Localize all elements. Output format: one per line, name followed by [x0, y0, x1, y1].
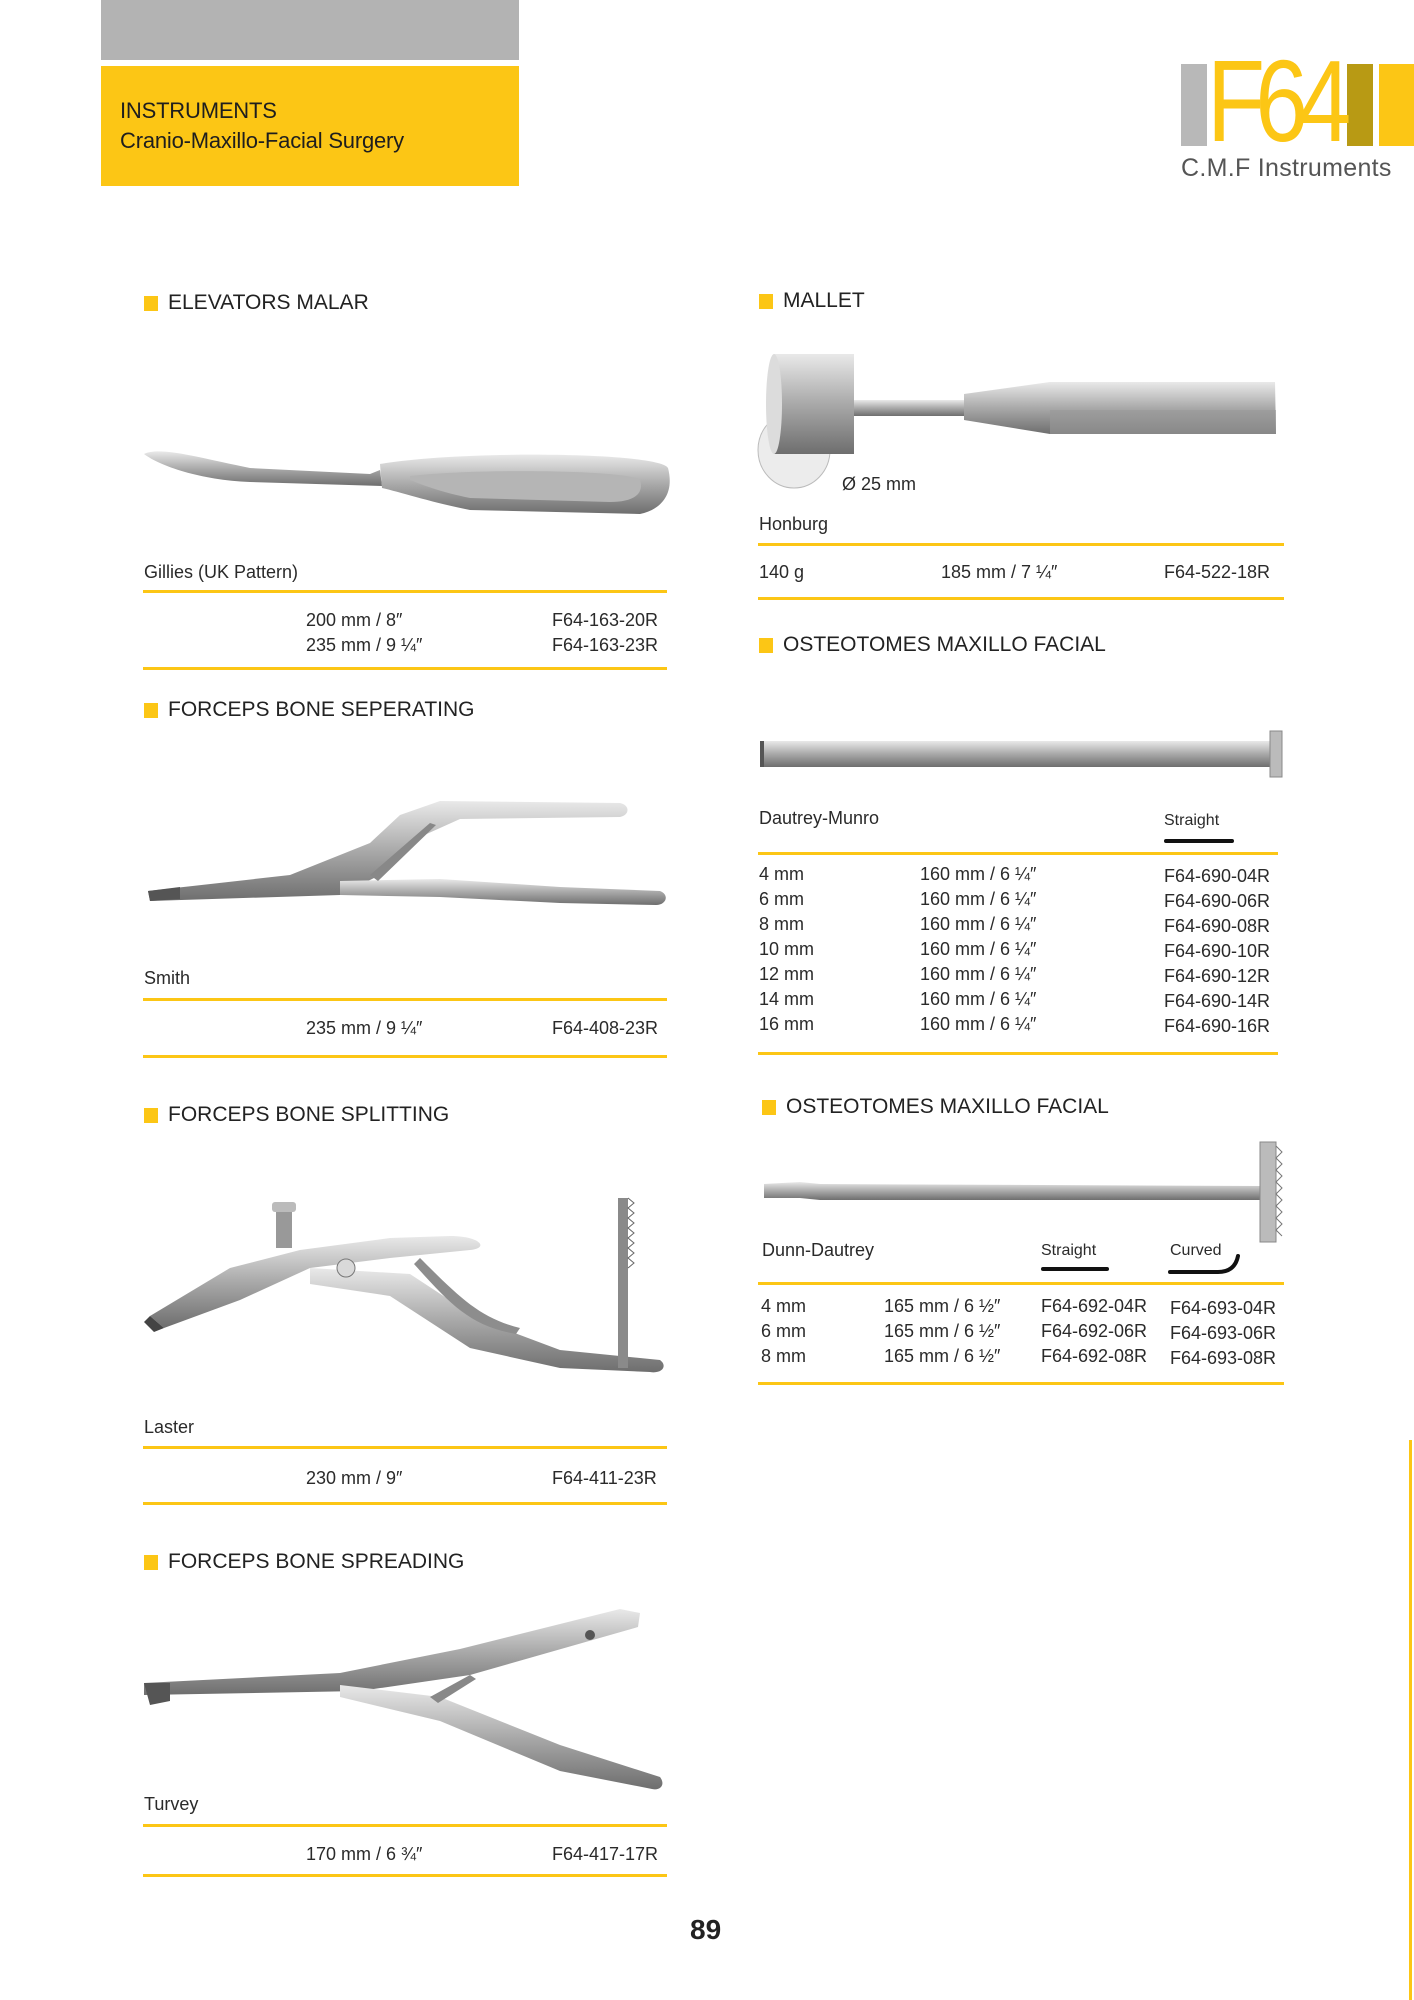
straight-indicator: [1041, 1267, 1109, 1271]
maker-dautrey-munro: Dautrey-Munro: [759, 808, 880, 828]
divider: [143, 667, 667, 670]
spreading-forceps-image: [140, 1605, 670, 1795]
section-marker: [759, 294, 773, 309]
straight-indicator: [1164, 839, 1234, 843]
section-marker: [144, 703, 158, 718]
maker-laster: Laster: [144, 1417, 195, 1437]
column-label-curved: Curved: [1170, 1242, 1222, 1259]
divider: [758, 1382, 1284, 1385]
header-category: INSTRUMENTS: [120, 98, 277, 123]
brand-logo-subtitle: C.M.F Instruments: [1181, 154, 1392, 182]
mallet-image: [760, 330, 1280, 500]
osteotome-table-2: 4 mm 165 mm / 6 ½″ F64-692-04R F64-693-04R 6 mm 165 mm / 6 ½″ F64-692-06R F64-693-06R 8 mm 165 mm / 6 ½″ F64-692-08R F64-693-08R: [761, 1296, 1277, 1368]
logo-gray-bar: [1181, 64, 1207, 146]
divider: [758, 597, 1284, 600]
divider: [758, 1052, 1278, 1055]
osteotome-table-1: 4 mm 160 mm / 6 ¼″ F64-690-04R 6 mm 160 mm / 6 ¼″ F64-690-06R 8 mm 160 mm / 6 ¼″ F64-690-08R 10 mm 160 mm / 6 ¼″ F64-690-10R 12 mm 160 mm / 6 ¼″ F64-690-12R 14 mm 160 mm / 6 ¼″ F64-690-14R 16 mm 160 mm / 6 ¼″ F64-690-16R: [759, 864, 1271, 1036]
separating-forceps-image: [140, 795, 670, 915]
table-row: 140 g 185 mm / 7 ¼″ F64-522-18R: [759, 562, 1271, 582]
header-gray-band: [101, 0, 519, 60]
divider: [143, 1824, 667, 1827]
section-title-mallet: MALLET: [759, 289, 865, 313]
table-row: 230 mm / 9″ F64-411-23R: [306, 1468, 657, 1488]
column-label-straight: Straight: [1041, 1242, 1097, 1259]
section-marker: [144, 1555, 158, 1570]
maker-dunn-dautrey: Dunn-Dautrey: [762, 1240, 875, 1260]
right-edge-rule: [1409, 1440, 1412, 2000]
page-number: 89: [690, 1914, 722, 1945]
divider: [143, 998, 667, 1001]
section-title-elevators: ELEVATORS MALAR: [144, 291, 369, 315]
divider: [143, 590, 667, 593]
curved-indicator: [1168, 1252, 1242, 1276]
maker-gillies: Gillies (UK Pattern): [144, 562, 299, 582]
table-row: 235 mm / 9 ¼″ F64-408-23R: [306, 1018, 659, 1038]
section-marker: [759, 638, 773, 653]
logo-olive-bar: [1347, 64, 1373, 146]
divider: [758, 1282, 1284, 1285]
maker-turvey: Turvey: [144, 1794, 199, 1814]
section-title-separating: FORCEPS BONE SEPERATING: [144, 698, 475, 722]
section-title-splitting: FORCEPS BONE SPLITTING: [144, 1103, 449, 1127]
header-subtitle: Cranio-Maxillo-Facial Surgery: [120, 128, 404, 153]
divider: [143, 1446, 667, 1449]
mallet-diameter: Ø 25 mm: [842, 474, 917, 494]
divider: [143, 1055, 667, 1058]
section-marker: [144, 296, 158, 311]
section-marker: [144, 1108, 158, 1123]
table-row: 170 mm / 6 ¾″ F64-417-17R: [306, 1844, 659, 1864]
splitting-forceps-image: [140, 1188, 670, 1388]
section-title-spreading: FORCEPS BONE SPREADING: [144, 1550, 464, 1574]
brand-logo: F64: [1207, 36, 1342, 166]
header-text: [120, 96, 404, 156]
maker-honburg: Honburg: [759, 514, 829, 534]
section-title-osteotomes-1: OSTEOTOMES MAXILLO FACIAL: [759, 633, 1106, 657]
section-title-osteotomes-2: OSTEOTOMES MAXILLO FACIAL: [762, 1095, 1109, 1119]
maker-smith: Smith: [144, 968, 191, 988]
section-marker: [762, 1100, 776, 1115]
osteotome-dunn-dautrey-image: [760, 1138, 1290, 1248]
divider: [758, 852, 1278, 855]
elevator-instrument-image: [140, 440, 670, 520]
divider: [758, 543, 1284, 546]
divider: [143, 1502, 667, 1505]
osteotome-straight-image: [758, 725, 1288, 795]
divider: [143, 1874, 667, 1877]
logo-yellow-bar: [1379, 64, 1414, 146]
column-label-straight: Straight: [1164, 812, 1220, 829]
table-row: 200 mm / 8″ F64-163-20R 235 mm / 9 ¼″ F64-163-23R: [306, 610, 659, 655]
